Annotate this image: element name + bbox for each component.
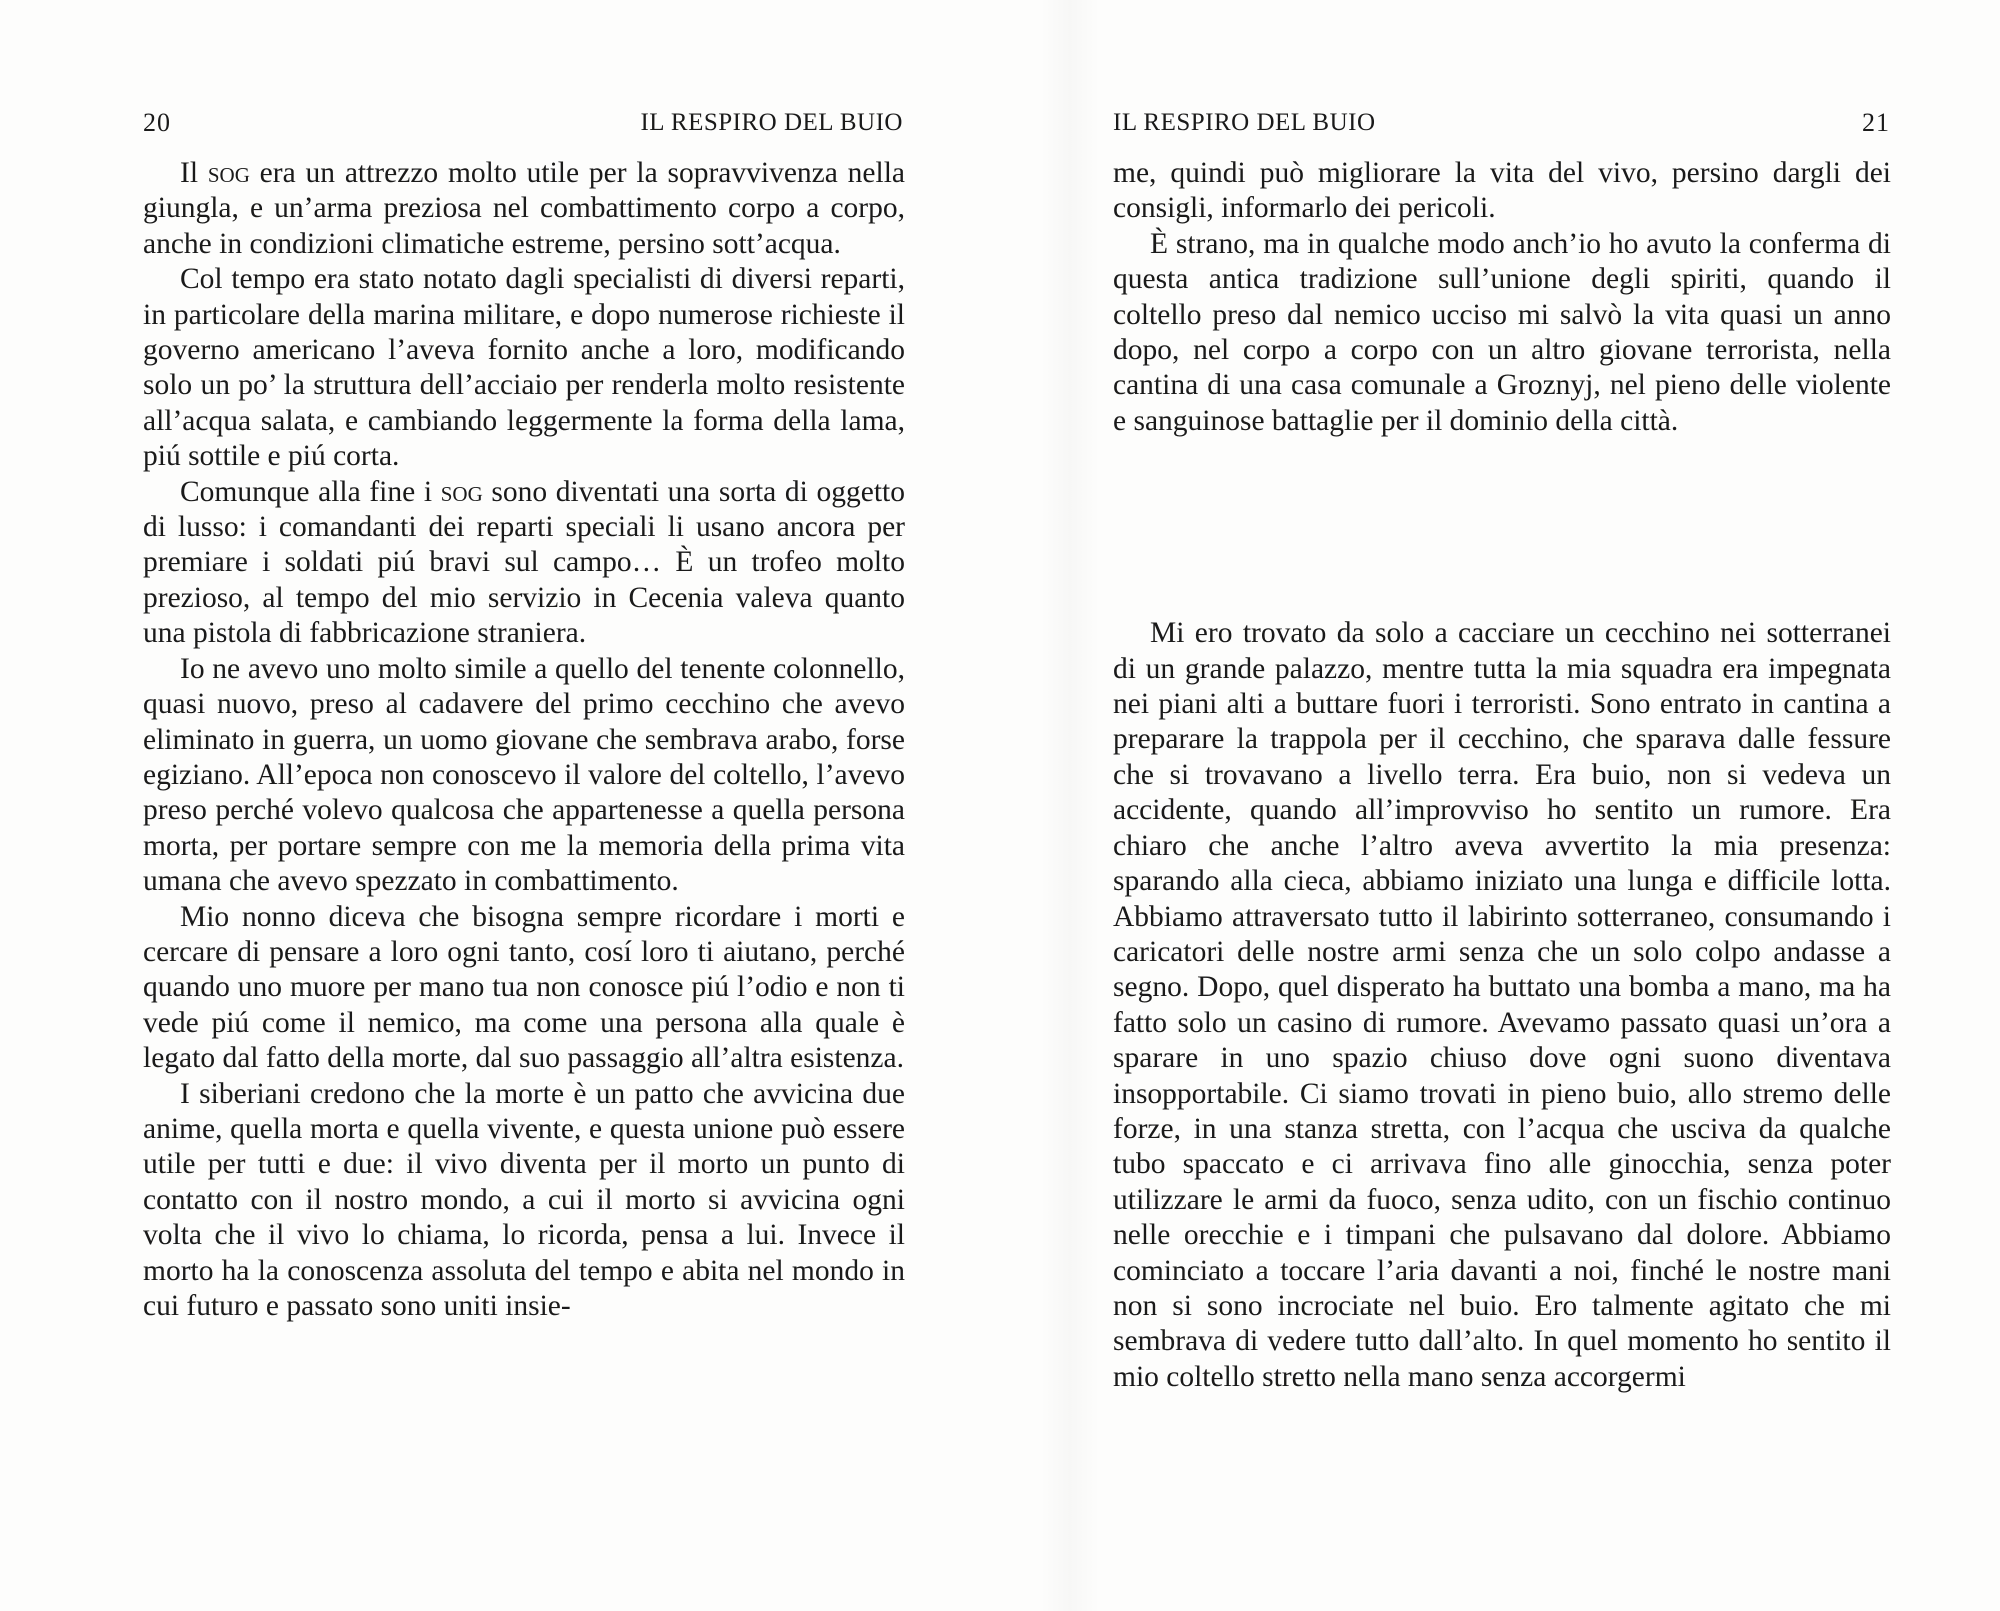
right-page-number: 21: [1862, 108, 1890, 137]
paragraph: Comunque alla fine i sog sono diventati una sorta di oggetto di lusso: i comandanti dei reparti speciali li usano ancora per premiare i soldati piú bravi sul campo… È un trofeo molto prezioso, al tempo del mio servizio in Cecenia valeva quanto una pistola di fabbricazione straniera.: [143, 475, 905, 650]
paragraph: Mio nonno diceva che bisogna sempre ricordare i morti e cercare di pensare a loro ogni tanto, cosí loro ti aiutano, perché quando uno muore per mano tua non conosce piú l’odio e non ti vede piú come il nemico, ma come una persona alla quale è legato dal fatto della morte, dal suo passaggio all’altra esistenza.: [143, 900, 905, 1075]
left-running-head: IL RESPIRO DEL BUIO: [640, 109, 903, 136]
left-page-number: 20: [143, 108, 171, 137]
paragraph: Il sog era un attrezzo molto utile per la sopravvivenza nella giungla, e un’arma preziosa nel combattimento corpo a corpo, anche in condizioni climatiche estreme, persino sott’acqua.: [143, 157, 905, 260]
paragraph: Io ne avevo uno molto simile a quello del tenente colonnello, quasi nuovo, preso al cadavere del primo cecchino che avevo eliminato in guerra, un uomo giovane che sembrava arabo, forse egiziano. All’epoca non conoscevo il valore del coltello, l’avevo preso perché volevo qualcosa che appartenesse a quella persona morta, per portare sempre con me la memoria della prima vita umana che avevo spezzato in combattimento.: [143, 652, 905, 898]
paragraph: Col tempo era stato notato dagli specialisti di diversi reparti, in particolare della marina militare, e dopo numerose richieste il governo americano l’aveva fornito anche a loro, modificando solo un po’ la struttura dell’acciaio per renderla molto resistente all’acqua salata, e cambiando leggermente la forma della lama, piú sottile e piú corta.: [143, 263, 905, 473]
left-text-block: [143, 156, 905, 1324]
right-page: [1000, 0, 2000, 1611]
paragraph: È strano, ma in qualche modo anch’io ho avuto la conferma di questa antica tradizione sull’unione degli spiriti, quando il coltello preso dal nemico ucciso mi salvò la vita quasi un anno dopo, nel corpo a corpo con un altro giovane terrorista, nella cantina di una casa comunale a Groznyj, nel pieno delle violente e sanguinose battaglie per il dominio della città.: [1113, 227, 1891, 437]
continued-paragraph: me, quindi può migliorare la vita del vivo, persino dargli dei consigli, informarlo dei pericoli.: [1113, 157, 1891, 225]
right-running-head: IL RESPIRO DEL BUIO: [1113, 109, 1376, 136]
right-text-block: [1113, 156, 1891, 1395]
section-break: [1113, 439, 1891, 616]
paragraph: I siberiani credono che la morte è un patto che avvicina due anime, quella morta e quella vivente, e questa unione può essere utile per tutti e due: il vivo diventa per il morto un punto di contatto con il nostro mondo, a cui il morto si avvicina ogni volta che il vivo lo chiama, lo ricorda, pensa a lui. Invece il morto ha la conoscenza assoluta del tempo e abita nel mondo in cui futuro e passato sono uniti insie-: [143, 1077, 905, 1322]
paragraph: Mi ero trovato da solo a cacciare un cecchino nei sotterranei di un grande palazzo, mentre tutta la mia squadra era impegnata nei piani alti a buttare fuori i terroristi. Sono entrato in cantina a preparare la trappola per il cecchino, che sparava dalle fessure che si trovavano a livello terra. Era buio, non si vedeva un accidente, quando all’improvviso ho sentito un rumore. Era chiaro che anche l’altro aveva avvertito la mia presenza: sparando alla cieca, abbiamo iniziato una lunga e difficile lotta. Abbiamo attraversato tutto il labirinto sotterraneo, consumando i caricatori delle nostre armi senza che un solo colpo andasse a segno. Dopo, quel disperato ha buttato una bomba a mano, ma ha fatto solo un casino di rumore. Avevamo passato quasi un’ora a sparare in uno spazio chiuso dove ogni suono diventava insopportabile. Ci siamo trovati in pieno buio, allo stremo delle forze, in una stanza stretta, con l’acqua che usciva da qualche tubo spaccato e ci arrivava fino alle ginocchia, senza poter utilizzare le armi da fuoco, senza udito, con un fischio continuo nelle orecchie e i timpani che pulsavano dal dolore. Abbiamo cominciato a toccare l’aria davanti a noi, finché le nostre mani non si sono incrociate nel buio. Ero talmente agitato che mi sembrava di vedere tutto dall’alto. In quel momento ho sentito il mio coltello stretto nella mano senza accorgermi: [1113, 617, 1891, 1393]
